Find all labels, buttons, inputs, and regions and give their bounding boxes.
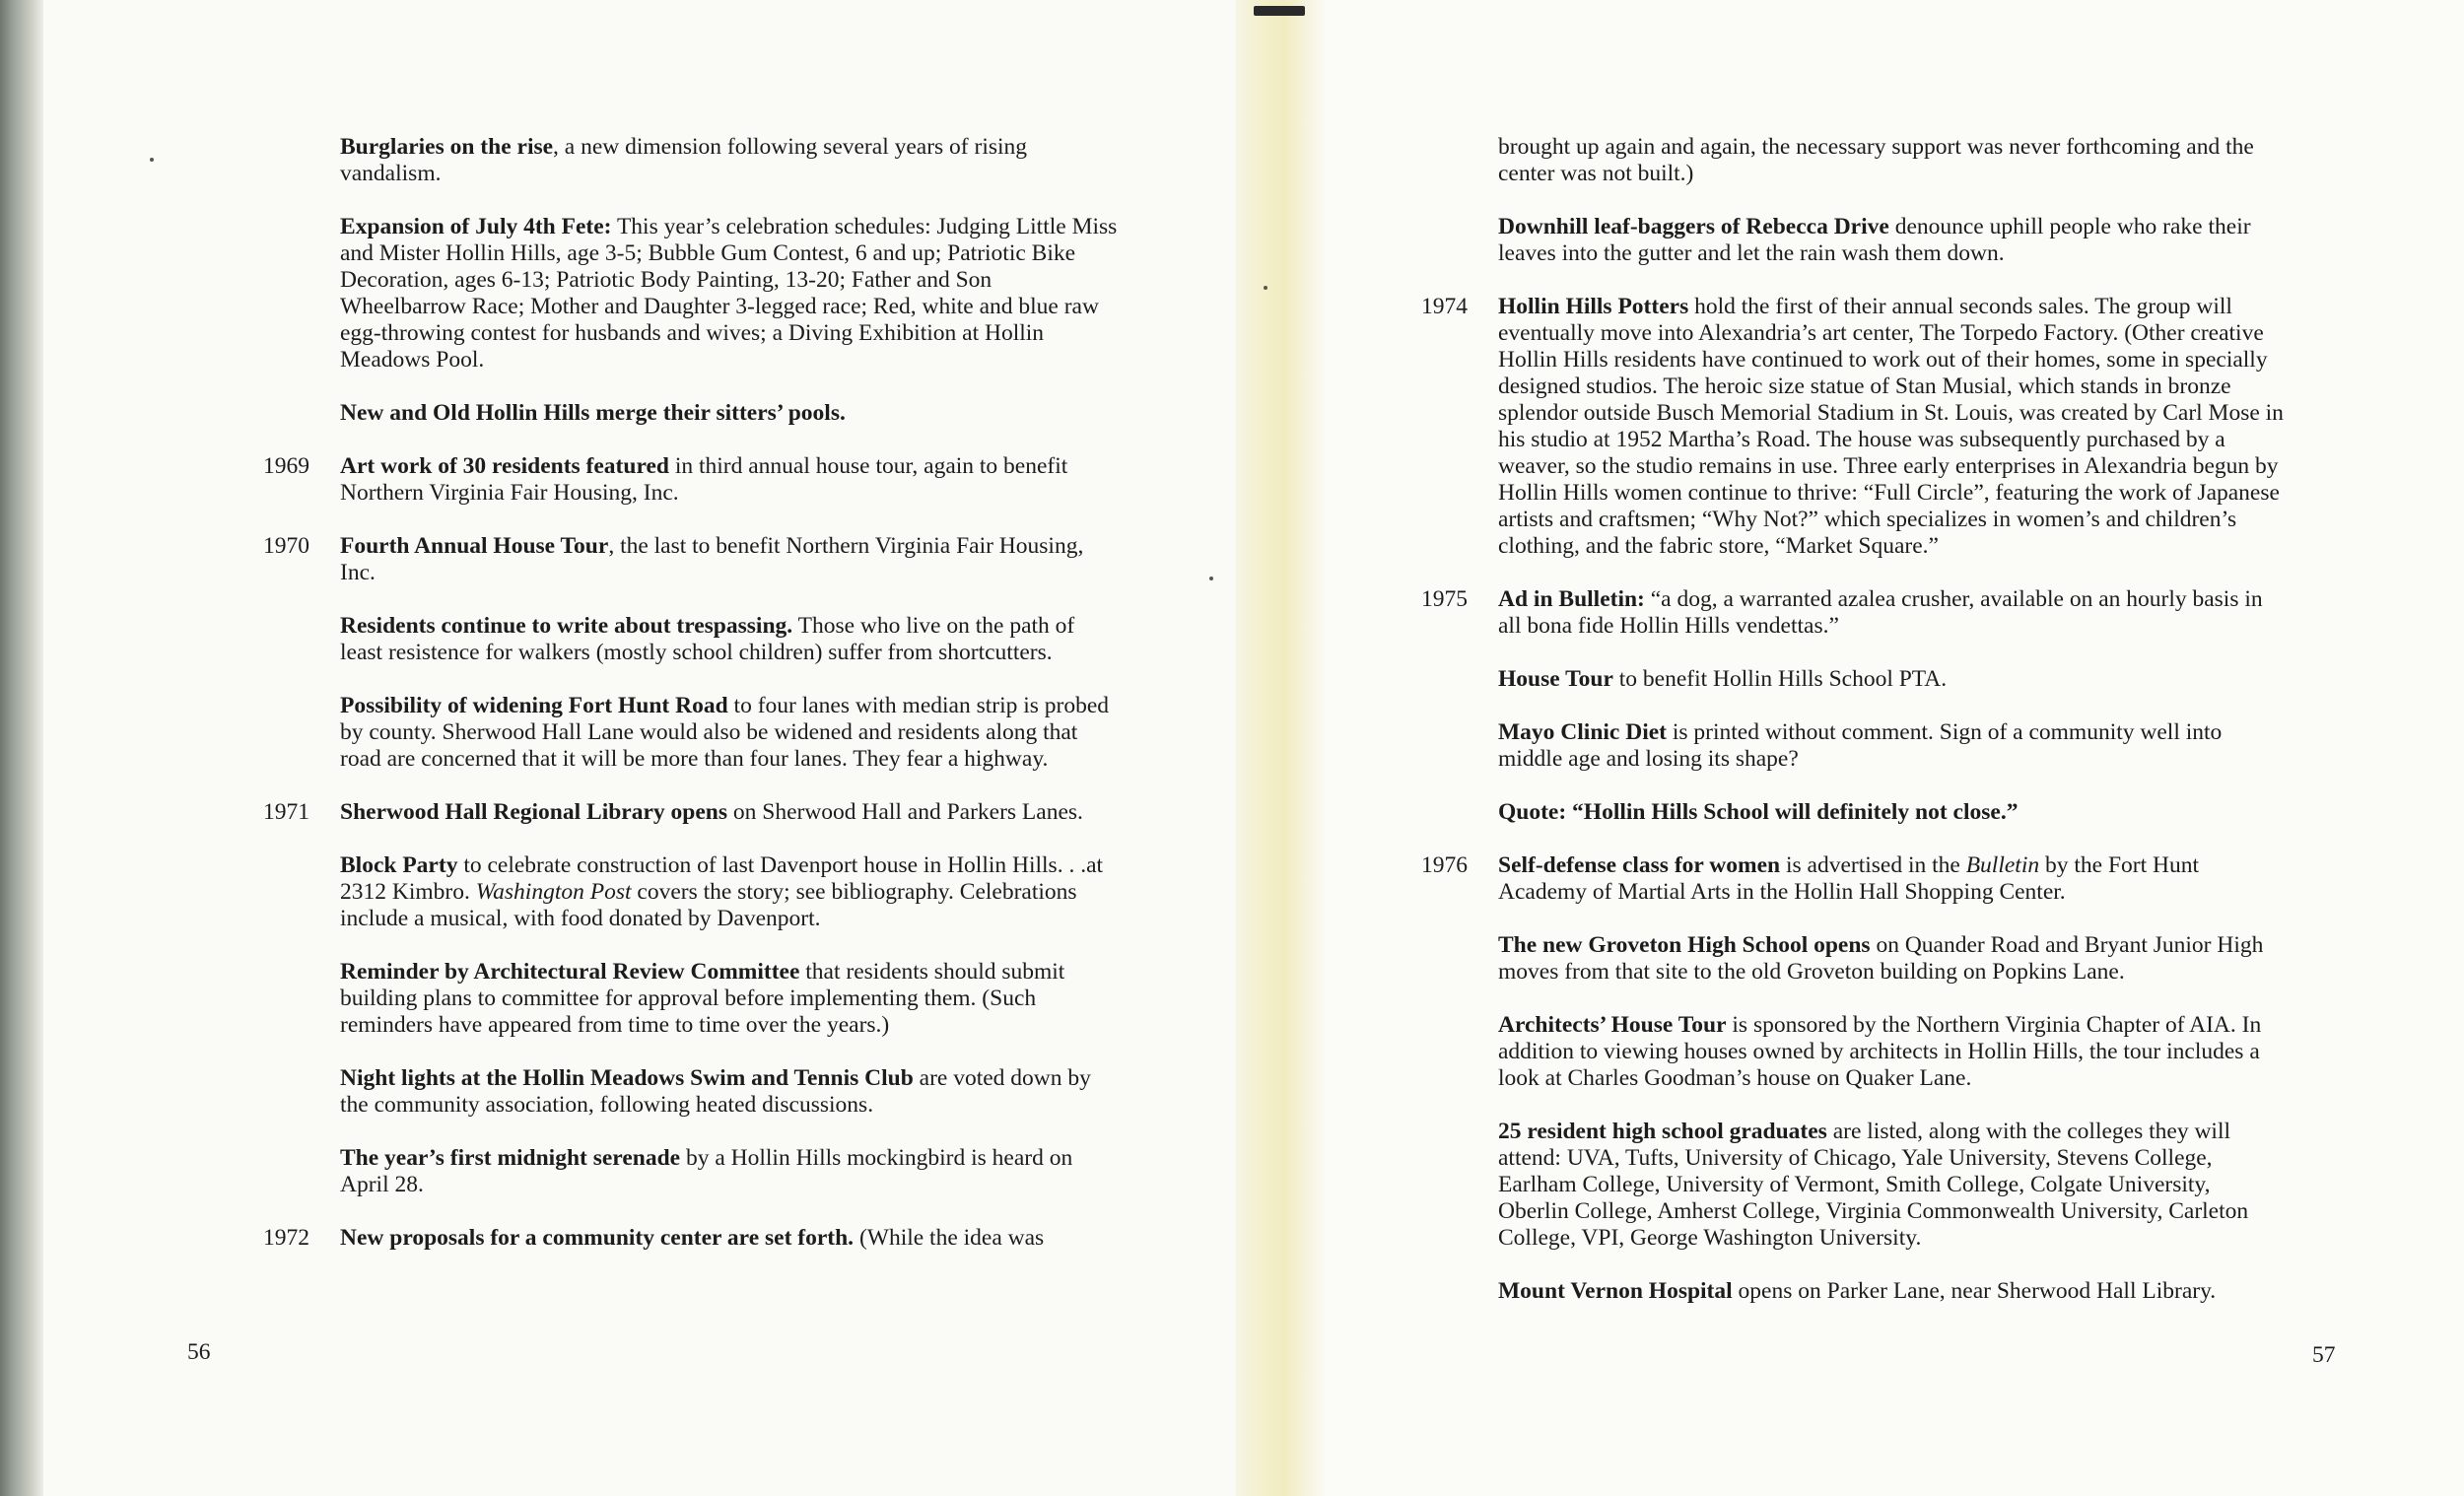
timeline-entry [263,799,1119,826]
entry-text: to celebrate construction of last Davenport house in Hollin Hills. . .at 2312 Kimbro. [340,852,1104,905]
entry-headline: Residents continue to write about trespassing. [340,613,793,639]
timeline-entry [1498,799,2287,826]
entry-text: is advertised in the [1780,852,1966,878]
entry-text: are listed, along with the colleges they will attend: UVA, Tufts, University of Chicago, Yale University, Stevens College, Earlham College, University of Vermont, Smith College, Colgate University, Oberlin College, Amherst College, Virginia Commonwealth University, Carleton College, VPI, George Washington University. [1498,1119,2249,1251]
entry-headline: Quote: “Hollin Hills School will definitely not close.” [1498,799,2019,825]
book-gutter [1236,0,1325,1496]
page-number-right: 57 [2312,1342,2336,1368]
entry-text: (While the idea was [854,1225,1045,1251]
book-edge-shadow [0,0,43,1496]
entry-headline: Self-defense class for women [1498,852,1781,878]
entry-headline: Block Party [340,852,458,878]
entry-text: denounce uphill people who rake their leaves into the gutter and let the rain wash them down. [1498,214,2251,266]
timeline-entry [263,1225,1119,1252]
timeline-entry [1498,214,2287,267]
entry-text: to four lanes with median strip is probed by county. Sherwood Hall Lane would also be widened and residents along that road are concerned that it will be more than four lanes. They fear a highway. [340,693,1110,772]
timeline-entry [1421,852,2287,906]
entry-text: on Quander Road and Bryant Junior High moves from that site to the old Groveton building on Popkins Lane. [1498,932,2264,985]
timeline-entry [1498,666,2287,693]
entry-headline: Fourth Annual House Tour [340,533,609,559]
entry-headline: Downhill leaf-baggers of Rebecca Drive [1498,214,1889,239]
entry-text: brought up again and again, the necessary support was never forthcoming and the center was not built.) [1498,134,2254,186]
entry-headline: Mount Vernon Hospital [1498,1278,1733,1304]
entry-text: Those who live on the path of least resistence for walkers (mostly school children) suffer from shortcutters. [340,613,1075,665]
timeline-entry [340,959,1119,1039]
timeline-entry [1498,134,2287,187]
timeline-entry [1498,932,2287,986]
entry-headline: The new Groveton High School opens [1498,932,1871,958]
paper-speck [150,158,154,162]
entry-year: 1971 [263,799,309,825]
entry-headline: The year’s first midnight serenade [340,1145,681,1171]
paper-speck [1264,286,1267,290]
timeline-entry [340,214,1119,374]
entry-headline: Possibility of widening Fort Hunt Road [340,693,728,718]
entry-headline: Burglaries on the rise [340,134,554,160]
entry-year: 1975 [1421,586,1468,612]
timeline-entry [340,1145,1119,1198]
timeline-entry [263,453,1119,507]
timeline-entry [340,1065,1119,1119]
entry-text: opens on Parker Lane, near Sherwood Hall Library. [1732,1278,2217,1304]
entry-headline: New and Old Hollin Hills merge their sitters’ pools. [340,400,846,426]
entry-text: in third annual house tour, again to benefit Northern Virginia Fair Housing, Inc. [340,453,1068,506]
entry-year: 1969 [263,453,309,479]
entry-italic: Washington Post [475,879,632,905]
entry-text: hold the first of their annual seconds sales. The group will eventually move into Alexandria’s art center, The Torpedo Factory. (Other creative Hollin Hills residents have continued to work out of their homes, some in specially designed studios. The heroic size statue of Stan Musial, which stands in bronze splendor outside Busch Memorial Stadium in St. Louis, was created by Carl Mose in his studio at 1952 Martha’s Road. The house was subsequently purchased by a weaver, so the studio remains in use. Three early enterprises in Alexandria begun by Hollin Hills women continue to thrive: “Full Circle”, featuring the work of Japanese artists and craftsmen; “Why Not?” which specializes in women’s and children’s clothing, and the fabric store, “Market Square.” [1498,294,2284,559]
entry-text-cont: covers the story; see bibliography. Celebrations include a musical, with food donated by Davenport. [340,879,1077,931]
entry-headline: Mayo Clinic Diet [1498,719,1667,745]
entry-headline: House Tour [1498,666,1613,692]
entry-year: 1972 [263,1225,309,1251]
entry-text: is sponsored by the Northern Virginia Chapter of AIA. In addition to viewing houses owned by architects in Hollin Hills, the tour includes a look at Charles Goodman’s house on Quaker Lane. [1498,1012,2262,1091]
entry-text: by a Hollin Hills mockingbird is heard on April 28. [340,1145,1073,1197]
entry-headline: Hollin Hills Potters [1498,294,1689,319]
timeline-entry [340,693,1119,773]
entry-text: , a new dimension following several years of rising vandalism. [340,134,1028,186]
entry-text-cont: by the Fort Hunt Academy of Martial Arts in the Hollin Hall Shopping Center. [1498,852,2199,905]
entry-text: is printed without comment. Sign of a community well into middle age and losing its shape? [1498,719,2223,772]
entry-headline: Art work of 30 residents featured [340,453,669,479]
timeline-entry [340,134,1119,187]
timeline-entry [263,533,1119,586]
binding-mark [1254,6,1305,16]
entry-headline: Expansion of July 4th Fete: [340,214,612,239]
entry-headline: Architects’ House Tour [1498,1012,1727,1038]
timeline-entry [340,852,1119,932]
timeline-entry [1421,586,2287,640]
timeline-entry [1421,294,2287,560]
entry-year: 1974 [1421,294,1468,319]
entry-text: “a dog, a warranted azalea crusher, available on an hourly basis in all bona fide Hollin Hills vendettas.” [1498,586,2263,639]
entry-headline: Reminder by Architectural Review Committee [340,959,800,985]
entry-text: on Sherwood Hall and Parkers Lanes. [727,799,1083,825]
entry-headline: 25 resident high school graduates [1498,1119,1827,1144]
entry-text: This year’s celebration schedules: Judging Little Miss and Mister Hollin Hills, age 3-5; Bubble Gum Contest, 6 and up; Patriotic Bike Decoration, ages 6-13; Patriotic Body Painting, 13-20; Father and Son Wheelbarrow Race; Mother and Daughter 3-legged race; Red, white and blue raw egg-throwing contest for husbands and wives; a Diving Exhibition at Hollin Meadows Pool. [340,214,1118,373]
entry-headline: Sherwood Hall Regional Library opens [340,799,728,825]
timeline-entry [1498,1278,2287,1305]
page-number-left: 56 [187,1339,211,1365]
entry-headline: Night lights at the Hollin Meadows Swim and Tennis Club [340,1065,914,1091]
entry-year: 1970 [263,533,309,559]
timeline-entry [1498,1012,2287,1092]
entry-italic: Bulletin [1965,852,2040,878]
entry-year: 1976 [1421,852,1468,878]
right-column [1421,134,2287,1331]
timeline-entry [1498,719,2287,773]
timeline-entry [340,613,1119,666]
timeline-entry [340,400,1119,427]
entry-headline: New proposals for a community center are set forth. [340,1225,855,1251]
entry-text: that residents should submit building plans to committee for approval before implementing them. (Such reminders have appeared from time to time over the years.) [340,959,1065,1038]
entry-text: , the last to benefit Northern Virginia Fair Housing, Inc. [340,533,1084,585]
timeline-entry [1498,1119,2287,1252]
entry-headline: Ad in Bulletin: [1498,586,1645,612]
entry-text: are voted down by the community association, following heated discussions. [340,1065,1091,1118]
paper-speck [1209,577,1213,580]
left-column [263,134,1119,1278]
entry-text: to benefit Hollin Hills School PTA. [1612,666,1948,692]
